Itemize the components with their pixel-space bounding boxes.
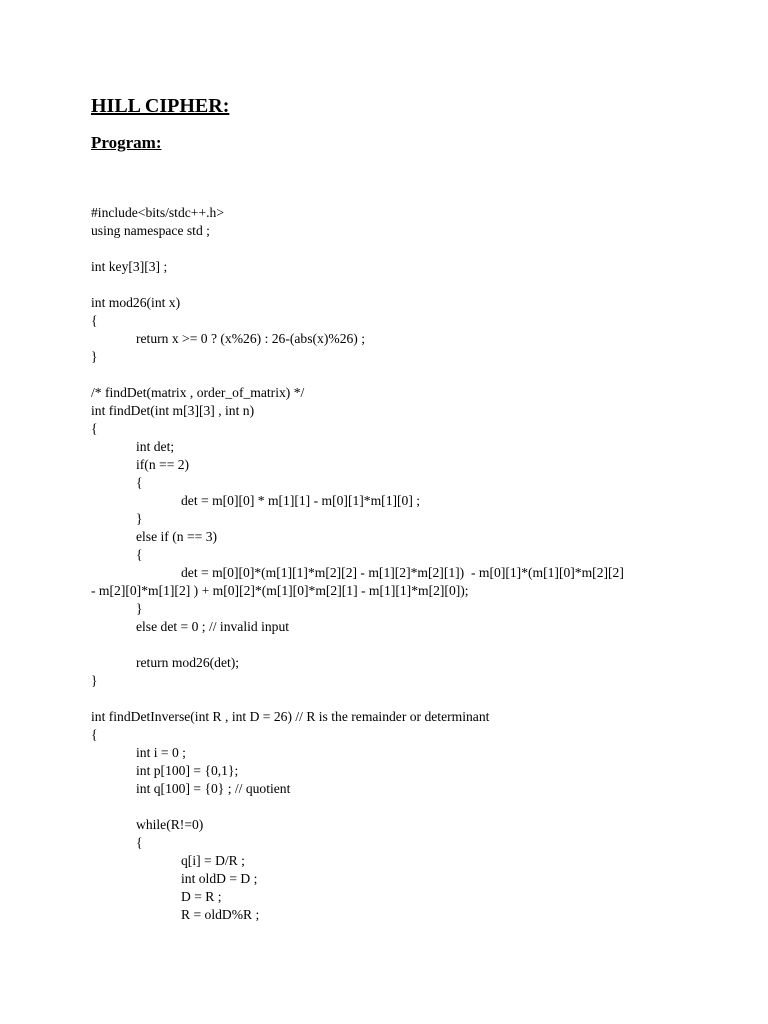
code-line: det = m[0][0] * m[1][1] - m[0][1]*m[1][0] ; <box>181 493 421 508</box>
code-line: int mod26(int x) <box>91 295 181 310</box>
code-line: int q[100] = {0} ; // quotient <box>136 781 291 796</box>
code-line <box>91 240 680 258</box>
code-line: - m[2][0]*m[1][2] ) + m[0][2]*(m[1][0]*m[2][1] - m[1][1]*m[2][0]); <box>91 583 469 598</box>
code-line: } <box>91 349 98 364</box>
code-line: { <box>91 421 98 436</box>
code-line: using namespace std ; <box>91 223 210 238</box>
code-line: int oldD = D ; <box>181 871 258 886</box>
code-line: return mod26(det); <box>136 655 240 670</box>
code-line: } <box>136 601 143 616</box>
section-heading-program: Program: <box>91 133 162 152</box>
code-line: /* findDet(matrix , order_of_matrix) */ <box>91 385 305 400</box>
code-line <box>91 690 680 708</box>
code-line: { <box>136 475 143 490</box>
code-line: if(n == 2) <box>136 457 190 472</box>
document-title: HILL CIPHER: <box>91 95 230 117</box>
code-line <box>91 636 680 654</box>
code-line: { <box>91 727 98 742</box>
code-line: { <box>91 313 98 328</box>
code-line: q[i] = D/R ; <box>181 853 245 868</box>
code-line: { <box>136 835 143 850</box>
code-line: D = R ; <box>181 889 222 904</box>
code-line: int det; <box>136 439 175 454</box>
code-line <box>91 276 680 294</box>
code-line: else det = 0 ; // invalid input <box>136 619 290 634</box>
code-line: { <box>136 547 143 562</box>
code-line: return x >= 0 ? (x%26) : 26-(abs(x)%26) ; <box>136 331 365 346</box>
code-line: int findDetInverse(int R , int D = 26) // R is the remainder or determinant <box>91 709 490 724</box>
code-line: while(R!=0) <box>136 817 204 832</box>
code-line: det = m[0][0]*(m[1][1]*m[2][2] - m[1][2]*m[2][1]) - m[0][1]*(m[1][0]*m[2][2] <box>181 565 624 580</box>
code-line: int i = 0 ; <box>136 745 186 760</box>
code-line: int p[100] = {0,1}; <box>136 763 239 778</box>
code-line <box>91 366 680 384</box>
code-line: R = oldD%R ; <box>181 907 260 922</box>
code-line: } <box>136 511 143 526</box>
code-line: else if (n == 3) <box>136 529 218 544</box>
code-line: int findDet(int m[3][3] , int n) <box>91 403 255 418</box>
code-line: #include<bits/stdc++.h> <box>91 205 224 220</box>
code-line <box>91 798 680 816</box>
code-block <box>91 204 680 924</box>
code-line: } <box>91 673 98 688</box>
code-line: int key[3][3] ; <box>91 259 168 274</box>
